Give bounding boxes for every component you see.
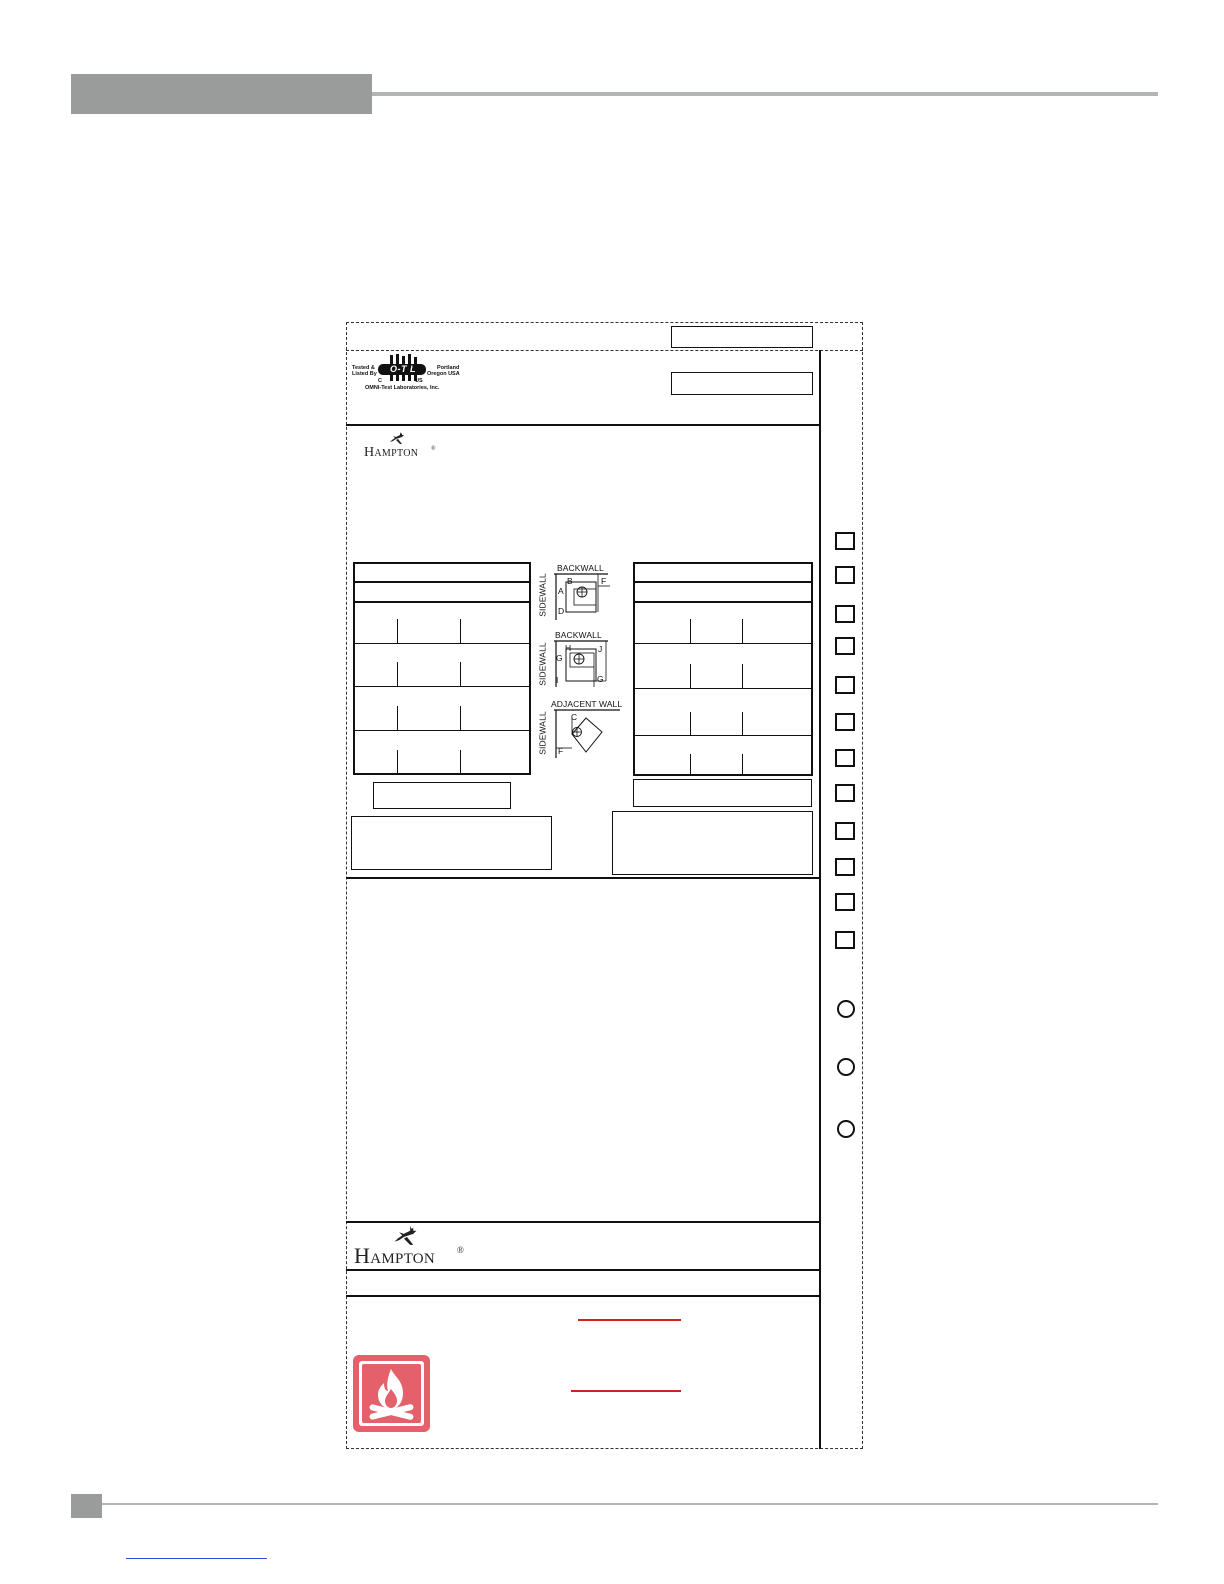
label-mid-rule bbox=[346, 877, 820, 879]
serial-number-box-top bbox=[671, 326, 813, 348]
diagram2-side-label: SIDEWALL bbox=[537, 642, 548, 686]
model-checkbox-12[interactable] bbox=[835, 931, 855, 949]
diagram1-top-label: BACKWALL bbox=[557, 563, 604, 573]
diagram3-label-f: F bbox=[558, 746, 564, 756]
model-checkbox-7[interactable] bbox=[835, 749, 855, 767]
model-checkbox-11[interactable] bbox=[835, 893, 855, 911]
model-checkbox-2[interactable] bbox=[835, 566, 855, 584]
hampton-wordmark-large: Hampton bbox=[354, 1243, 436, 1268]
leaping-deer-icon bbox=[390, 432, 406, 446]
footer-rule bbox=[102, 1503, 1158, 1505]
diagram1-label-f: F bbox=[601, 576, 607, 586]
campfire-icon bbox=[351, 1353, 432, 1434]
diagram1-side-label: SIDEWALL bbox=[537, 573, 548, 617]
warning-section-rule bbox=[346, 1295, 820, 1297]
left-note-box bbox=[351, 816, 552, 870]
right-note-box bbox=[612, 811, 813, 875]
model-checkbox-9[interactable] bbox=[835, 822, 855, 840]
footer-link-underline[interactable] bbox=[126, 1558, 267, 1559]
diagram1-label-a: A bbox=[558, 586, 564, 596]
clearance-diagram-corner bbox=[537, 698, 626, 760]
tested-by-line1: Tested & bbox=[352, 365, 375, 371]
model-checkbox-1[interactable] bbox=[835, 532, 855, 550]
registered-mark-large: ® bbox=[457, 1245, 465, 1255]
clearance-table-left bbox=[353, 562, 531, 775]
diagram1-label-d: D bbox=[558, 606, 565, 616]
right-table-footer-box bbox=[633, 779, 812, 807]
diagram2-top-label: BACKWALL bbox=[555, 630, 602, 640]
diagram3-label-c: C bbox=[571, 712, 578, 722]
city-line1: Portland bbox=[437, 365, 460, 371]
lab-name: OMNI-Test Laboratories, Inc. bbox=[365, 385, 440, 391]
diagram2-label-g2: G bbox=[597, 674, 604, 684]
diagram2-drawing bbox=[554, 639, 614, 689]
tested-by-line2: Listed By bbox=[352, 371, 377, 377]
model-checkbox-5[interactable] bbox=[835, 676, 855, 694]
diagram2-label-j: J bbox=[598, 644, 603, 654]
label-top-dash-line bbox=[346, 350, 863, 351]
model-checkbox-8[interactable] bbox=[835, 784, 855, 802]
section-header-tab bbox=[71, 74, 372, 114]
warning-underline-2 bbox=[571, 1390, 681, 1392]
model-checkbox-10[interactable] bbox=[835, 858, 855, 876]
section-header-rule bbox=[372, 92, 1158, 96]
left-table-footer-box bbox=[373, 782, 511, 809]
otl-mark-text: O-T L bbox=[390, 364, 416, 374]
diagram3-drawing bbox=[554, 708, 624, 760]
label-header-rule bbox=[346, 424, 820, 426]
clearance-table-right bbox=[633, 562, 813, 776]
diagram2-label-i: I bbox=[556, 675, 559, 685]
registered-mark-small: ® bbox=[431, 446, 436, 452]
clearance-diagram-backwall-2 bbox=[537, 629, 614, 689]
diagram3-top-label: ADJACENT WALL bbox=[551, 699, 623, 709]
clearance-diagram-backwall-1 bbox=[537, 562, 614, 622]
city-line2: Oregon USA bbox=[427, 371, 460, 377]
page-number-tab bbox=[71, 1494, 102, 1518]
mark-c: C bbox=[378, 378, 382, 384]
serial-number-box bbox=[671, 372, 813, 395]
mark-us: US bbox=[415, 378, 423, 384]
model-checkbox-6[interactable] bbox=[835, 713, 855, 731]
model-checkbox-3[interactable] bbox=[835, 605, 855, 623]
diagram2-label-g: G bbox=[556, 653, 563, 663]
diagram2-label-h: H bbox=[565, 643, 572, 653]
model-checkbox-4[interactable] bbox=[835, 637, 855, 655]
brand-band-top-rule bbox=[346, 1221, 820, 1223]
option-radio-3[interactable] bbox=[837, 1120, 855, 1138]
hampton-logo-small bbox=[364, 432, 436, 462]
label-side-divider bbox=[819, 350, 821, 1449]
diagram3-side-label: SIDEWALL bbox=[537, 711, 548, 755]
hampton-wordmark-small: Hampton bbox=[364, 445, 419, 460]
listing-logo bbox=[352, 354, 462, 392]
hampton-logo-large bbox=[354, 1226, 474, 1268]
option-radio-2[interactable] bbox=[837, 1058, 855, 1076]
diagram1-label-b: B bbox=[567, 576, 573, 586]
brand-band-bottom-rule bbox=[346, 1269, 820, 1271]
option-radio-1[interactable] bbox=[837, 1000, 855, 1018]
label-sheet-outline bbox=[346, 322, 863, 1449]
warning-underline-1 bbox=[578, 1319, 681, 1321]
